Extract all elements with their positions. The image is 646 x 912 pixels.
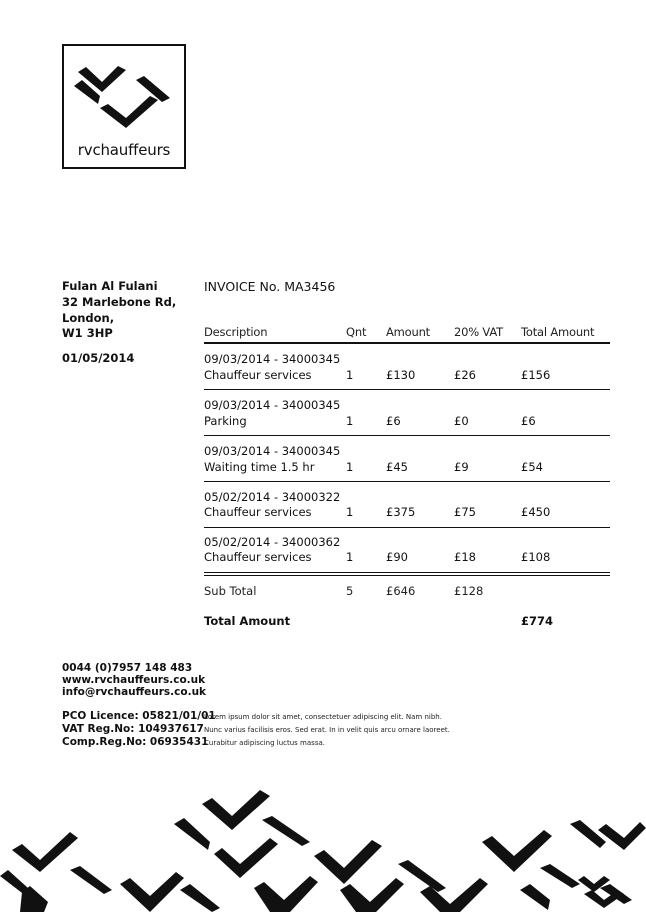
row-3-description: Waiting time 1.5 hr bbox=[204, 460, 315, 474]
row-2-ref: 09/03/2014 - 34000345 bbox=[204, 398, 341, 412]
row-divider bbox=[204, 389, 610, 390]
contact-website[interactable]: www.rvchauffeurs.co.uk bbox=[62, 674, 206, 686]
footer-note-line3: Curabitur adipiscing luctus massa. bbox=[204, 739, 325, 747]
customer-address-line1: 32 Marlebone Rd, bbox=[62, 295, 177, 309]
row-3-total: £54 bbox=[521, 460, 543, 474]
row-1-amount: £130 bbox=[386, 368, 416, 382]
row-1-total: £156 bbox=[521, 368, 551, 382]
contact-phone: 0044 (0)7957 148 483 bbox=[62, 662, 193, 674]
header-qnt: Qnt bbox=[346, 325, 367, 339]
subtotal-divider-bottom bbox=[204, 575, 610, 576]
row-2-amount: £6 bbox=[386, 414, 401, 428]
row-5-qnt: 1 bbox=[346, 550, 354, 564]
row-2-description: Parking bbox=[204, 414, 247, 428]
invoice-title: INVOICE No. MA3456 bbox=[204, 279, 336, 294]
row-5-amount: £90 bbox=[386, 550, 408, 564]
row-4-total: £450 bbox=[521, 505, 551, 519]
row-divider bbox=[204, 527, 610, 528]
row-divider bbox=[204, 435, 610, 436]
header-description: Description bbox=[204, 325, 268, 339]
row-1-ref: 09/03/2014 - 34000345 bbox=[204, 352, 341, 366]
row-1-qnt: 1 bbox=[346, 368, 354, 382]
customer-postcode: W1 3HP bbox=[62, 326, 113, 340]
row-2-vat: £0 bbox=[454, 414, 469, 428]
logo-chevron-icon bbox=[74, 58, 174, 130]
row-3-amount: £45 bbox=[386, 460, 408, 474]
subtotal-amount: £646 bbox=[386, 584, 416, 598]
footer-note-line1: Lorem ipsum dolor sit amet, consectetuer adipiscing elit. Nam nibh. bbox=[204, 713, 442, 721]
footer-note-line2: Nunc varius facilisis eros. Sed erat. In in velit quis arcu ornare laoreet. bbox=[204, 726, 450, 734]
total-value: £774 bbox=[521, 614, 554, 628]
customer-name: Fulan Al Fulani bbox=[62, 279, 158, 293]
row-2-total: £6 bbox=[521, 414, 536, 428]
company-reg-number: Comp.Reg.No: 06935431 bbox=[62, 736, 209, 748]
row-divider bbox=[204, 481, 610, 482]
row-5-vat: £18 bbox=[454, 550, 476, 564]
row-4-qnt: 1 bbox=[346, 505, 354, 519]
subtotal-qnt: 5 bbox=[346, 584, 354, 598]
subtotal-divider-top bbox=[204, 572, 610, 573]
row-5-ref: 05/02/2014 - 34000362 bbox=[204, 535, 341, 549]
invoice-date: 01/05/2014 bbox=[62, 351, 135, 365]
brand-name: rvchauffeurs bbox=[77, 141, 171, 159]
row-5-total: £108 bbox=[521, 550, 551, 564]
row-1-vat: £26 bbox=[454, 368, 476, 382]
header-vat: 20% VAT bbox=[454, 325, 503, 339]
header-divider bbox=[204, 342, 610, 344]
total-label: Total Amount bbox=[204, 614, 291, 628]
row-2-qnt: 1 bbox=[346, 414, 354, 428]
row-4-ref: 05/02/2014 - 34000322 bbox=[204, 490, 341, 504]
row-4-vat: £75 bbox=[454, 505, 476, 519]
pco-licence: PCO Licence: 05821/01/01 bbox=[62, 710, 216, 722]
header-total-amount: Total Amount bbox=[521, 325, 595, 339]
subtotal-label: Sub Total bbox=[204, 584, 257, 598]
chevron-pattern-icon bbox=[0, 780, 646, 912]
vat-reg-number: VAT Reg.No: 104937617 bbox=[62, 723, 204, 735]
row-4-amount: £375 bbox=[386, 505, 416, 519]
header-amount: Amount bbox=[386, 325, 430, 339]
row-3-vat: £9 bbox=[454, 460, 469, 474]
row-3-ref: 09/03/2014 - 34000345 bbox=[204, 444, 341, 458]
subtotal-vat: £128 bbox=[454, 584, 484, 598]
row-5-description: Chauffeur services bbox=[204, 550, 312, 564]
contact-email[interactable]: info@rvchauffeurs.co.uk bbox=[62, 686, 207, 698]
row-4-description: Chauffeur services bbox=[204, 505, 312, 519]
row-3-qnt: 1 bbox=[346, 460, 354, 474]
customer-city: London, bbox=[62, 311, 115, 325]
row-1-description: Chauffeur services bbox=[204, 368, 312, 382]
